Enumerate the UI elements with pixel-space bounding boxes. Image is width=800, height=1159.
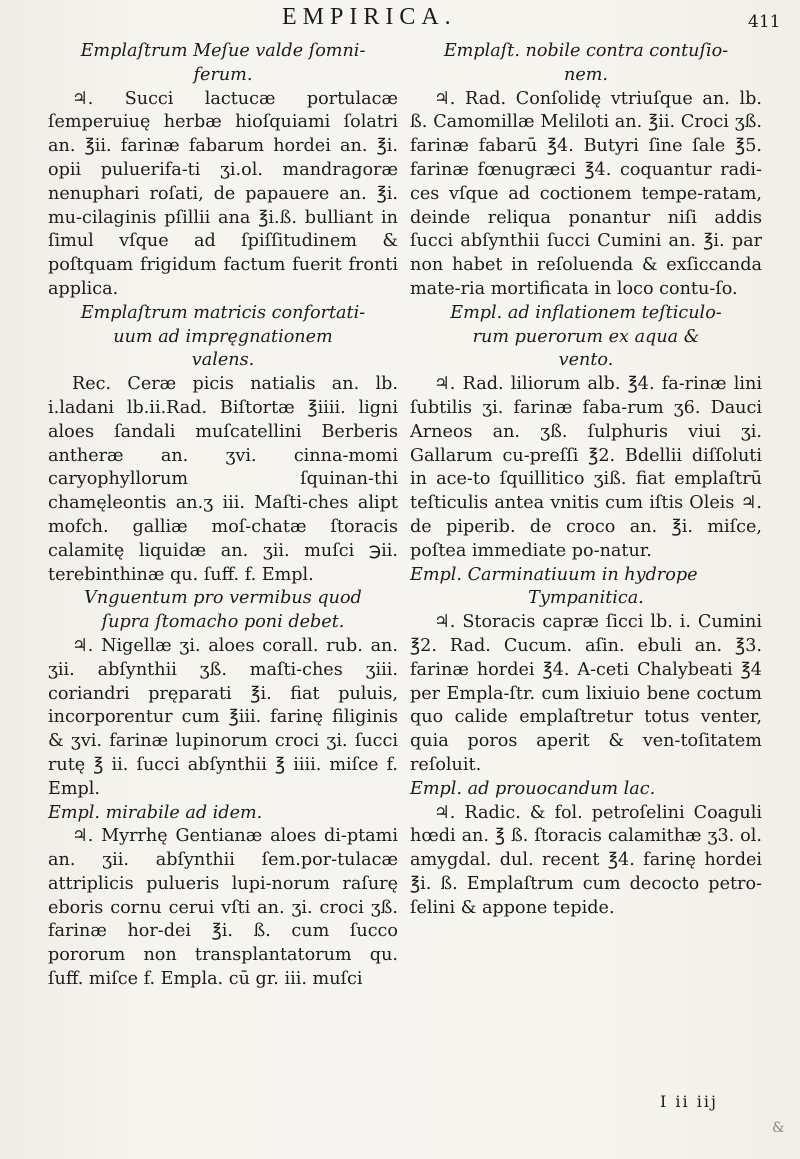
recipe-title: Empl. mirabile ad idem.	[48, 802, 263, 823]
recipe-title: ſupra ſtomacho poni debet.	[101, 612, 345, 633]
recipe-paragraph: ♃. Radic. & fol. petroſelini Coaguli hœdi an. ℥ ß. ſtoracis calamithæ ʒ3. ol. amygdal. dul. recent ℥4. farinę hordei ℥i. ß. Emplaſtrum cum decocto petro-ſelini & appone tepide.	[410, 802, 762, 918]
recipe-title: ferum.	[193, 64, 253, 85]
page-header	[0, 4, 800, 34]
recipe-paragraph: ♃. Rad. Conſolidę vtriuſque an. lb. ß. Camomillæ Meliloti an. ℥ii. Croci ʒß. farinæ fabarū ℥4. Butyri ſine ſale ℥5. farinæ fœnugræci ℥4. coquantur radi-ces vſque ad coctionem tempe-ratam, deinde reliqua ponantur niſi addis ſucci abſynthii ſucci Cumini an. ℥i. par non habet in reſoluenda & exſiccanda mate-ria mortificata in loco contu-ſo.	[410, 88, 762, 299]
recipe-title: Empl. ad inflationem teſticulo-	[450, 302, 722, 323]
right-column	[410, 40, 762, 920]
recipe-title: Vnguentum pro vermibus quod	[84, 588, 362, 609]
recipe-title: nem.	[563, 64, 609, 85]
signature-mark: I ii iij	[660, 1092, 718, 1111]
recipe-title: Empl. ad prouocandum lac.	[410, 778, 656, 799]
margin-mark: &	[772, 1120, 785, 1136]
page-number: 411	[748, 12, 781, 32]
recipe-title: Tympanitica.	[528, 588, 644, 609]
recipe-paragraph: ♃. Nigellæ ʒi. aloes corall. rub. an. ʒii. abſynthii ʒß. maſti-ches ʒiii. coriandri pręparati ℥i. fiat puluis, incorporentur cum ℥iii. farinę filiginis & ʒvi. farinæ lupinorum croci ʒi. ſucci rutę ℥ ii. ſucci abſynthii ℥ iiii. miſce f. Empl.	[48, 635, 398, 799]
recipe-title: vento.	[558, 350, 614, 371]
recipe-title: Emplaſtrum matricis confortati-	[80, 302, 366, 323]
recipe-paragraph: ♃. Myrrhę Gentianæ aloes di-ptami an. ʒii. abſynthii ſem.por-tulacæ attriplicis pulueris lupi-norum raſurę eboris cornu cerui vſti an. ʒi. croci ʒß. farinæ hor-dei ℥i. ß. cum ſucco pororum non transplantatorum qu. ſuff. miſce f. Empla. cū gr. iii. muſci	[48, 826, 398, 990]
recipe-title: Emplaſtrum Meſue valde ſomni-	[80, 41, 366, 61]
recipe-title: uum ad impręgnationem	[113, 326, 333, 347]
recipe-paragraph: ♃. Storacis capræ ſicci lb. i. Cumini ℥2. Rad. Cucum. aſin. ebuli an. ℥3. farinæ hordei ℥4. A-ceti Chalybeati ℥4 per Empla-ſtr. cum lixiuio bene coctum quo calide emplaſtretur totus venter, quia poros aperit & ven-toſitatem reſoluit.	[410, 612, 762, 775]
recipe-paragraph: ♃. Succi lactucæ portulacæ ſemperuiuę herbæ hioſquiami ſolatri an. ℥ii. farinæ fabarum hordei an. ℥i. opii puluerifa-ti ʒi.ol. mandragoræ nenuphari roſati, de papauere an. ℥i. mu-cilaginis pſillii ana ℥i.ß. bulliant in ſimul vſque ad ſpiſſitudinem & poſtquam frigidum factum fuerit fronti applica.	[48, 88, 398, 299]
recipe-title: rum puerorum ex aqua &	[472, 326, 700, 347]
recipe-title: valens.	[191, 350, 255, 371]
left-column	[48, 40, 398, 992]
recipe-paragraph: ♃. Rad. liliorum alb. ℥4. fa-rinæ lini ſubtilis ʒi. farinæ faba-rum ʒ6. Dauci Arneos an. ʒß. ſulphuris viui ʒi. Gallarum cu-preſſi ℥2. Bdellii diſſoluti in ace-to ſquillitico ʒiß. fiat emplaſtrū teſticulis antea vnitis cum iſtis Oleis ♃. de piperib. de croco an. ℥i. miſce, poſtea immediate po-natur.	[410, 374, 762, 561]
recipe-paragraph: Rec. Ceræ picis natialis an. lb. i.ladani lb.ii.Rad. Biſtortæ ℥iiii. ligni aloes ſandali muſcatellini Berberis antheræ an. ʒvi. cinna-momi caryophyllorum ſquinan-thi chamęleontis an.ʒ iii. Maſti-ches alipt mofch. galliæ moſ-chatæ ſtoracis calamitę liquidæ an. ʒii. muſci ℈ii. terebinthinæ qu. ſuff. f. Empl.	[48, 374, 398, 585]
recipe-title: Emplaſt. nobile contra contuſio-	[443, 41, 729, 61]
running-head: EMPIRICA.	[282, 4, 457, 30]
recipe-title: Empl. Carminatiuum in hydrope	[410, 564, 698, 585]
